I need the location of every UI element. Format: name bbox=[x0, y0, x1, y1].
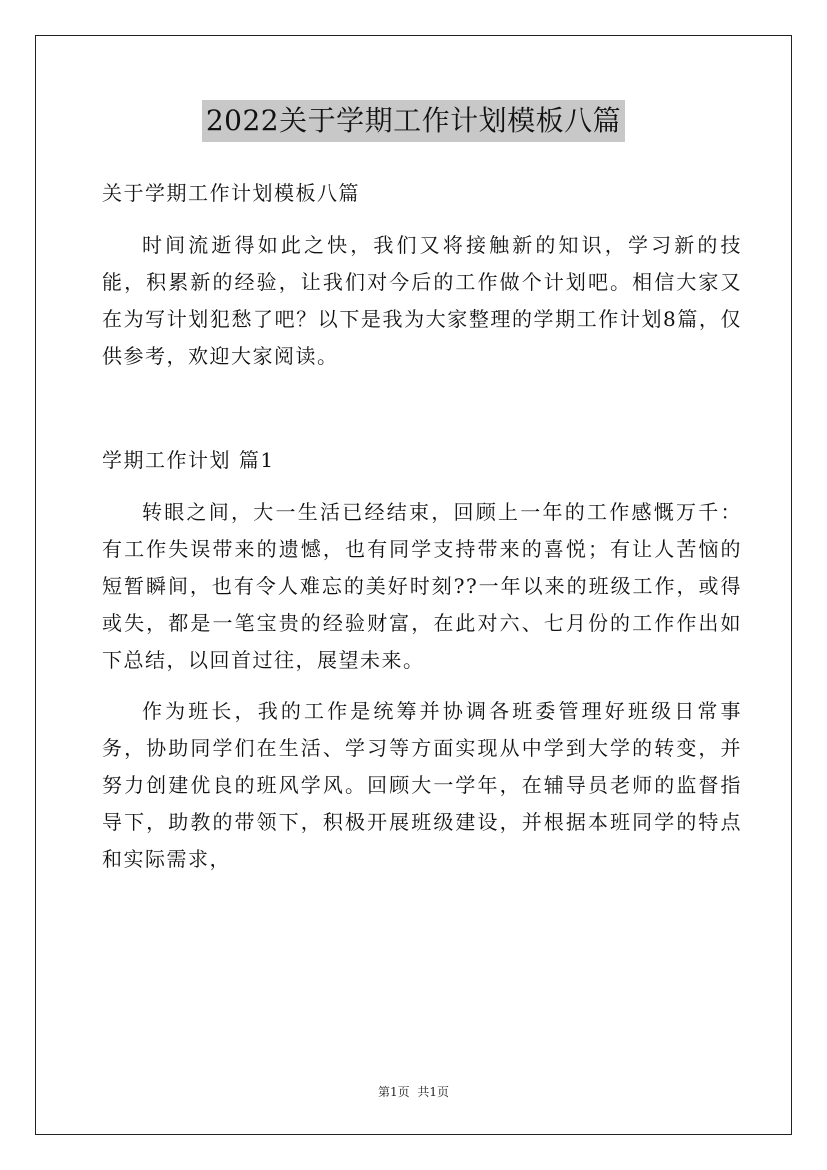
document-body bbox=[102, 175, 742, 892]
page-number: 第1页 bbox=[377, 1085, 410, 1099]
intro-paragraph: 时间流逝得如此之快，我们又将接触新的知识，学习新的技能，积累新的经验，让我们对今后的工作做个计划吧。相信大家又在为写计划犯愁了吧？以下是我为大家整理的学期工作计划8篇，仅供参考，欢迎大家阅读。 bbox=[102, 233, 742, 368]
page-total: 共1页 bbox=[417, 1085, 450, 1099]
page-footer bbox=[0, 1083, 827, 1100]
title-container bbox=[0, 100, 827, 142]
document-title: 2022关于学期工作计划模板八篇 bbox=[202, 100, 625, 142]
body-paragraph: 转眼之间，大一生活已经结束，回顾上一年的工作感慨万千：有工作失误带来的遗憾，也有同学支持带来的喜悦；有让人苦恼的短暂瞬间，也有令人难忘的美好时刻??一年以来的班级工作，或得或失，都是一笔宝贵的经验财富，在此对六、七月份的工作作出如下总结，以回首过往，展望未来。 bbox=[102, 500, 742, 672]
body-paragraph: 作为班长，我的工作是统筹并协调各班委管理好班级日常事务，协助同学们在生活、学习等方面实现从中学到大学的转变，并努力创建优良的班风学风。回顾大一学年，在辅导员老师的监督指导下，助教的带领下，积极开展班级建设，并根据本班同学的特点和实际需求， bbox=[102, 699, 742, 871]
section-heading: 学期工作计划 篇1 bbox=[102, 448, 275, 472]
document-subtitle: 关于学期工作计划模板八篇 bbox=[102, 181, 360, 205]
